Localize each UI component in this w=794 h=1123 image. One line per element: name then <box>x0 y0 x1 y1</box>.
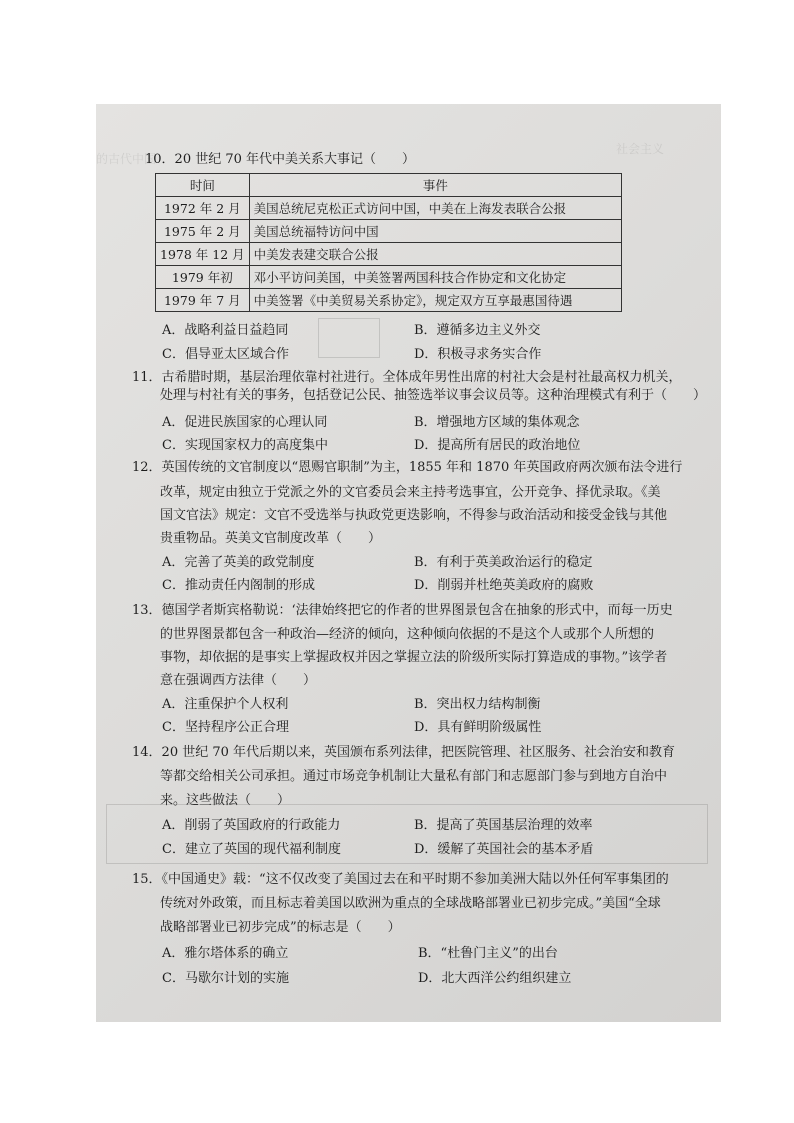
question-11-line-1: 11．古希腊时期，基层治理依靠村社进行。全体成年男性出席的村社大会是村社最高权力机关， <box>132 370 682 385</box>
question-11-option-c: C．实现国家权力的高度集中 <box>162 438 328 453</box>
question-10-option-b: B．遵循多边主义外交 <box>414 323 541 338</box>
question-10-option-c: C．倡导亚太区域合作 <box>162 347 289 362</box>
question-10-option-a: A．战略利益日益趋同 <box>162 323 289 338</box>
table-row <box>156 243 622 266</box>
question-15-option-b: B．“杜鲁门主义”的出台 <box>418 946 558 961</box>
table-cell-event: 中美发表建交联合公报 <box>249 243 621 266</box>
question-13-option-d: D．具有鲜明阶级属性 <box>414 720 542 735</box>
question-12-line-4: 贵重物品。英美文官制度改革（ ） <box>160 531 382 546</box>
question-13-line-3: 事物，却依据的是事实上掌握政权并因之掌握立法的阶级所实际打算造成的事物。”该学者 <box>160 650 668 665</box>
question-15-option-c: C．马歇尔计划的实施 <box>162 971 289 986</box>
table-cell-time: 1979 年 7 月 <box>156 289 250 312</box>
question-11-option-d: D．提高所有居民的政治地位 <box>414 438 581 453</box>
table-cell-event: 美国总统福特访问中国 <box>249 220 621 243</box>
question-14-line-3: 来。这些做法（ ） <box>160 793 291 808</box>
table-cell-time: 1979 年初 <box>156 266 250 289</box>
question-15-option-d: D．北大西洋公约组织建立 <box>418 971 572 986</box>
question-15-option-a: A．雅尔塔体系的确立 <box>162 946 289 961</box>
question-12-option-d: D．削弱并杜绝英美政府的腐败 <box>414 578 594 593</box>
question-13-option-a: A．注重保护个人权利 <box>162 697 289 712</box>
question-13-line-2: 的世界图景都包含一种政治—经济的倾向，这种倾向依据的不是这个人或那个人所想的 <box>160 627 655 642</box>
question-15-line-1: 15．《中国通史》载：“这不仅改变了美国过去在和平时期不参加美洲大陆以外任何军事集团的 <box>132 872 669 887</box>
question-11-line-2: 处理与村社有关的事务，包括登记公民、抽签选举议事会议员等。这种治理模式有利于（ ） <box>160 388 707 403</box>
table-row <box>156 266 622 289</box>
table-cell-event: 美国总统尼克松正式访问中国，中美在上海发表联合公报 <box>249 197 621 220</box>
question-14-line-2: 等都交给相关公司承担。通过市场竞争机制让大量私有部门和志愿部门参与到地方自治中 <box>160 769 668 784</box>
question-13-line-4: 意在强调西方法律（ ） <box>160 673 317 688</box>
question-13-line-1: 13．德国学者斯宾格勒说：‘法律始终把它的作者的世界图景包含在抽象的形式中，而每一历史 <box>132 603 673 618</box>
table-row <box>156 220 622 243</box>
question-10-events-table <box>155 173 622 312</box>
bleed-through-text: 社会主义 <box>616 142 665 156</box>
table-row <box>156 197 622 220</box>
table-row <box>156 289 622 312</box>
question-14-option-d: D．缓解了英国社会的基本矛盾 <box>414 842 594 857</box>
question-11-option-b: B．增强地方区域的集体观念 <box>414 415 580 430</box>
question-11-option-a: A．促进民族国家的心理认同 <box>162 415 328 430</box>
table-cell-event: 邓小平访问美国，中美签署两国科技合作协定和文化协定 <box>249 266 621 289</box>
question-12-line-2: 改革，规定由独立于党派之外的文官委员会来主持考选事宜，公开竞争、择优录取。《美 <box>160 485 661 500</box>
table-cell-event: 中美签署《中美贸易关系协定》，规定双方互享最惠国待遇 <box>249 289 621 312</box>
table-cell-time: 1975 年 2 月 <box>156 220 250 243</box>
question-12-option-b: B．有利于英美政治运行的稳定 <box>414 555 593 570</box>
question-13-option-c: C．坚持程序公正合理 <box>162 720 289 735</box>
question-12-line-1: 12．英国传统的文官制度以“恩赐官职制”为主，1855 年和 1870 年英国政府两次颁布法令进行 <box>132 460 683 475</box>
question-13-option-b: B．突出权力结构制衡 <box>414 697 541 712</box>
question-12-option-a: A．完善了英美的政党制度 <box>162 555 315 570</box>
table-cell-time: 1978 年 12 月 <box>156 243 250 266</box>
photographed-exam-page <box>96 104 721 1022</box>
table-header-row <box>156 174 622 197</box>
question-10-stem: 10．20 世纪 70 年代中美关系大事记（ ） <box>145 152 416 167</box>
question-14-option-b: B．提高了英国基层治理的效率 <box>414 818 593 833</box>
question-14-option-a: A．削弱了英国政府的行政能力 <box>162 818 341 833</box>
question-14-option-c: C．建立了英国的现代福利制度 <box>162 842 341 857</box>
bleed-through-text: 的古代中国 <box>96 152 157 166</box>
question-14-line-1: 14．20 世纪 70 年代后期以来，英国颁布系列法律，把医院管理、社区服务、社会治安和教育 <box>132 745 676 760</box>
question-15-line-2: 传统对外政策，而且标志着美国以欧洲为重点的全球战略部署业已初步完成。”美国“全球 <box>160 896 661 911</box>
table-header-time: 时间 <box>156 174 250 197</box>
question-12-option-c: C．推动责任内阁制的形成 <box>162 578 315 593</box>
table-header-event: 事件 <box>249 174 621 197</box>
question-15-line-3: 战略部署业已初步完成”的标志是（ ） <box>160 920 401 935</box>
question-10-option-d: D．积极寻求务实合作 <box>414 347 542 362</box>
table-cell-time: 1972 年 2 月 <box>156 197 250 220</box>
exam-sheet <box>96 104 721 1022</box>
question-12-line-3: 国文官法》规定：文官不受选举与执政党更迭影响，不得参与政治活动和接受金钱与其他 <box>160 508 668 523</box>
